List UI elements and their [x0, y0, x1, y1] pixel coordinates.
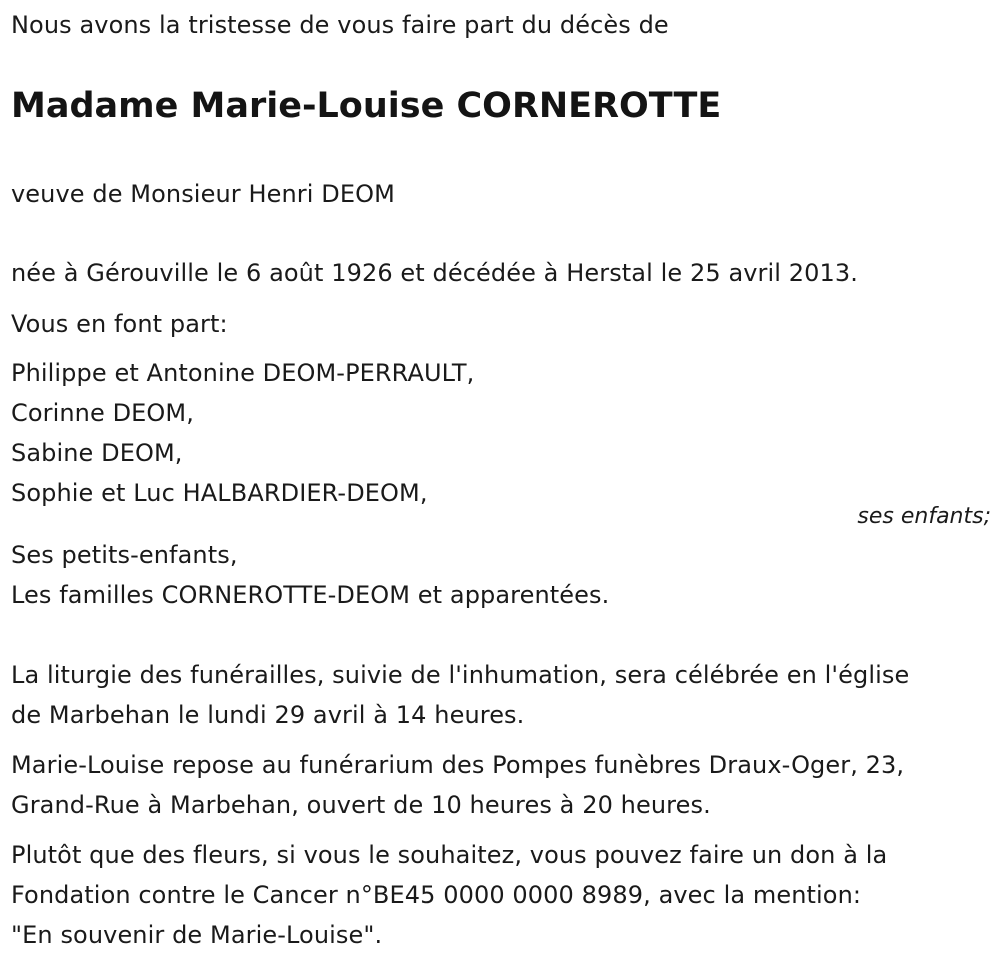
announced-by-text: Vous en font part:	[11, 310, 228, 338]
families-line: Les familles CORNEROTTE-DEOM et apparentées.	[11, 581, 610, 609]
children-label: ses enfants;	[857, 504, 991, 529]
widow-of-text: veuve de Monsieur Henri DEOM	[11, 180, 395, 208]
child-line: Sabine DEOM,	[11, 439, 183, 467]
child-line: Corinne DEOM,	[11, 399, 194, 427]
donation-line: Fondation contre le Cancer n°BE45 0000 0000 8989, avec la mention:	[11, 881, 862, 909]
intro-text: Nous avons la tristesse de vous faire part du décès de	[11, 11, 669, 39]
liturgy-line: La liturgie des funérailles, suivie de l'inhumation, sera célébrée en l'église	[11, 661, 910, 689]
child-line: Sophie et Luc HALBARDIER-DEOM,	[11, 479, 428, 507]
deceased-name: Madame Marie-Louise CORNEROTTE	[11, 86, 722, 126]
repose-line: Marie-Louise repose au funérarium des Pompes funèbres Draux-Oger, 23,	[11, 751, 905, 779]
birth-death-text: née à Gérouville le 6 août 1926 et décédée à Herstal le 25 avril 2013.	[11, 259, 858, 287]
donation-line: Plutôt que des fleurs, si vous le souhaitez, vous pouvez faire un don à la	[11, 841, 888, 869]
repose-line: Grand-Rue à Marbehan, ouvert de 10 heures à 20 heures.	[11, 791, 711, 819]
donation-line: "En souvenir de Marie-Louise".	[11, 921, 383, 949]
child-line: Philippe et Antonine DEOM-PERRAULT,	[11, 359, 475, 387]
grandchildren-line: Ses petits-enfants,	[11, 541, 238, 569]
liturgy-line: de Marbehan le lundi 29 avril à 14 heures.	[11, 701, 525, 729]
